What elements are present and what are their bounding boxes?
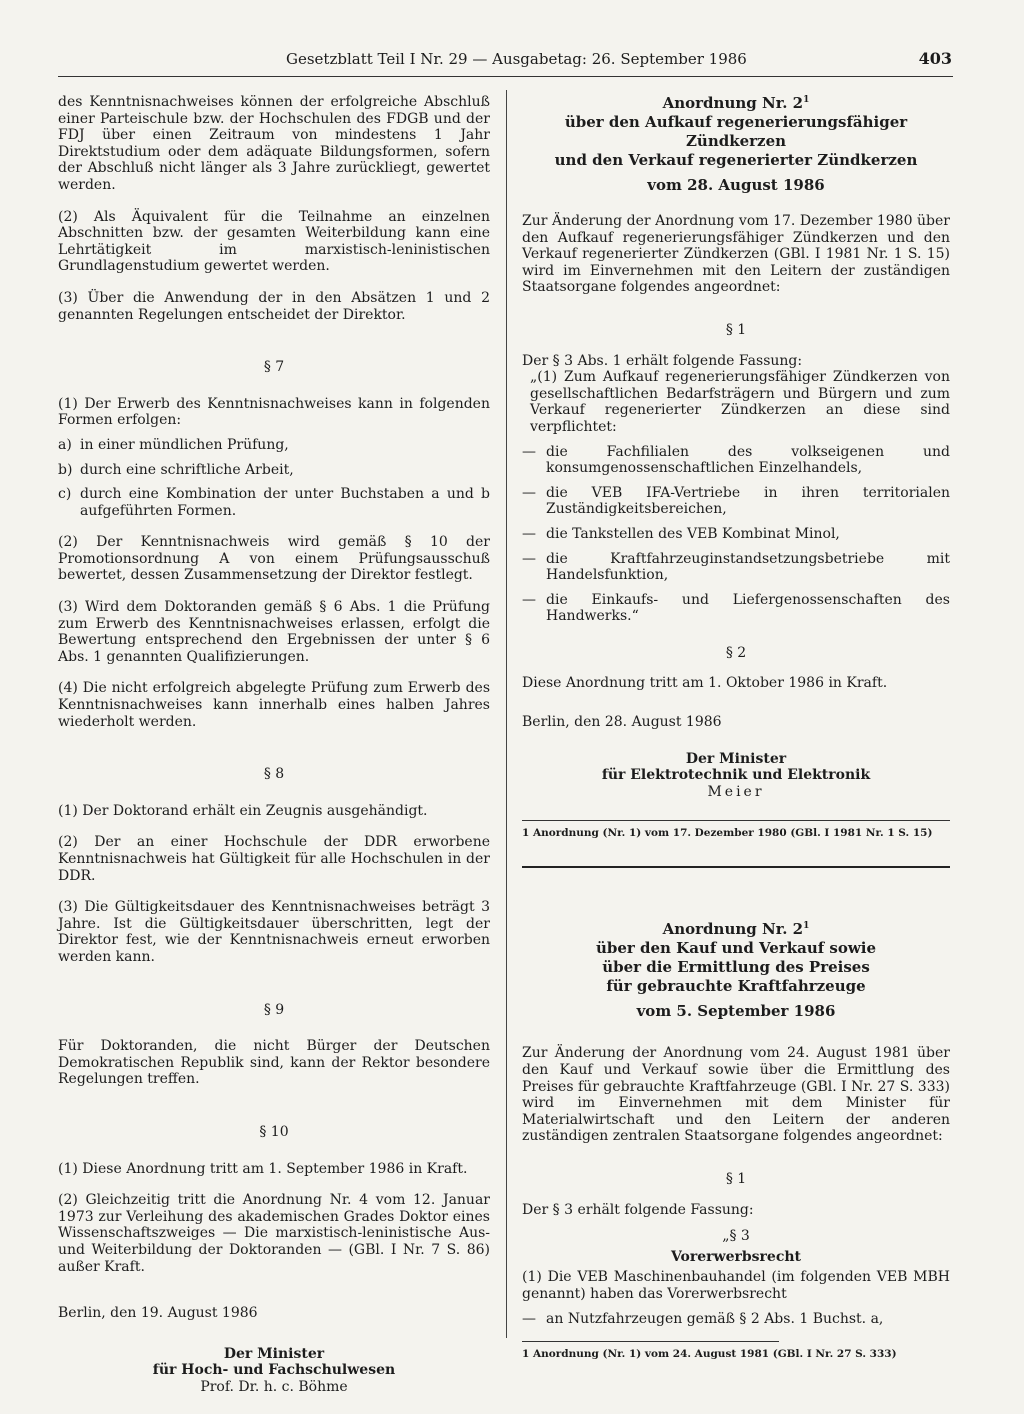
footnote-rule [522, 820, 950, 821]
dash-label: — [522, 443, 536, 460]
decree-1-section-1-heading: § 1 [725, 321, 747, 338]
list-text: durch eine Kombination der unter Buchstaben a und b aufgeführten Formen. [80, 486, 490, 519]
s8-paragraph-3: (3) Die Gültigkeitsdauer des Kenntnisnachweises beträgt 3 Jahre. Ist die Gültigkeitsdauer überschritten, legt der Direktor fest, wie der Kenntnisnachweis erneut erworben werden kann. [58, 899, 490, 965]
list-item [58, 437, 490, 454]
dash-label: — [522, 1310, 536, 1327]
list-label: a) [58, 436, 72, 453]
decree-1-s2-text: Diese Anordnung tritt am 1. Oktober 1986 in Kraft. [522, 675, 888, 692]
signature-title: Der Minister [223, 1345, 325, 1362]
left-column [58, 94, 490, 1395]
s7-paragraph-4: (4) Die nicht erfolgreich abgelegte Prüfung zum Erwerb des Kenntnisnachweises kann innerhalb eines halben Jahres wiederholt werden. [58, 680, 490, 730]
footnote-marker: 1 [803, 921, 810, 932]
page-number: 403 [918, 49, 952, 68]
s7-paragraph-3: (3) Wird dem Doktoranden gemäß § 6 Abs. 1 die Prüfung zum Erwerb des Kenntnisnachweises erlassen, erfolgt die Bewertung entsprechend den Ergebnissen der unter § 6 Abs. 1 genannten Qualifizierungen. [58, 599, 490, 665]
list-label: c) [58, 486, 72, 503]
list-item [522, 444, 950, 477]
running-header [58, 50, 958, 74]
signature-name: Meier [707, 783, 765, 800]
decree-1-title-line3: und den Verkauf regenerierter Zündkerzen [554, 151, 918, 169]
paragraph-3: (3) Über die Anwendung der in den Absätzen 1 und 2 genannten Regelungen entscheidet der Direktor. [58, 289, 490, 323]
section-8-heading: § 8 [263, 766, 285, 783]
list-item [522, 526, 950, 543]
dash-label: — [522, 484, 536, 501]
s8-paragraph-1: (1) Der Doktorand erhält ein Zeugnis ausgehändigt. [58, 802, 428, 819]
decree-1-section-2-heading: § 2 [725, 644, 747, 661]
dash-label: — [522, 525, 536, 542]
dash-text: die Fachfilialen des volkseigenen und konsumgenossenschaftlichen Einzelhandels, [546, 443, 950, 477]
list-text: durch eine schriftliche Arbeit, [80, 461, 294, 478]
footnote-rule [522, 1341, 779, 1342]
decree-1-intro: Zur Änderung der Anordnung vom 17. Dezember 1980 über den Aufkauf regenerierungsfähiger Zündkerzen und den Verkauf regenerierter Zündkerzen (GBl. I 1981 Nr. 1 S. 15) wird im Einvernehmen mit den Leitern der zuständigen Staatsorgane folgendes angeordnet: [522, 213, 950, 296]
decree-1-s1-lead: Der § 3 Abs. 1 erhält folgende Fassung: [522, 352, 803, 369]
decree-2-title [522, 920, 950, 1021]
list-item [58, 462, 490, 479]
s7-paragraph-1: (1) Der Erwerb des Kenntnisnachweises kann in folgenden Formen erfolgen: [58, 395, 490, 429]
section-9-heading: § 9 [263, 1001, 285, 1018]
decree-2-section-1-heading: § 1 [725, 1171, 747, 1187]
s9-paragraph-1: Für Doktoranden, die nicht Bürger der Deutschen Demokratischen Republik sind, kann der Rektor besondere Regelungen treffen. [58, 1038, 490, 1088]
s7-paragraph-2: (2) Der Kenntnisnachweis wird gemäß § 10 der Promotionsordnung A von einem Prüfungsausschuß bewertet, dessen Zusammensetzung der Direktor festlegt. [58, 534, 490, 584]
list-item [522, 485, 950, 518]
paragraph-2: (2) Als Äquivalent für die Teilnahme an einzelnen Abschnitten bzw. der gesamten Weiterbildung kann eine Lehrtätigkeit im marxistisch-leninistischen Grundlagenstudium gewertet werden. [58, 208, 490, 275]
right-column [522, 94, 950, 1361]
dash-text: die Einkaufs- und Liefergenossenschaften des Handwerks.“ [546, 591, 950, 625]
decree-1-title-line2: über den Aufkauf regenerierungsfähiger Zündkerzen [564, 113, 908, 150]
decree-2-footnote: 1 Anordnung (Nr. 1) vom 24. August 1981 (GBl. I Nr. 27 S. 333) [522, 1348, 897, 1361]
decree-1-place-date: Berlin, den 28. August 1986 [522, 714, 722, 731]
decree-1-title [522, 94, 950, 195]
list-text: in einer mündlichen Prüfung, [80, 436, 289, 453]
s8-paragraph-2: (2) Der an einer Hochschule der DDR erworbene Kenntnisnachweis hat Gültigkeit für alle Hochschulen in der DDR. [58, 834, 490, 884]
signature-title: Der Minister [685, 750, 787, 767]
dash-label: — [522, 550, 536, 567]
decree-separator-rule [522, 866, 950, 868]
decree-2-title-line3: über die Ermittlung des Preises [602, 958, 870, 977]
decree-2-title-line4: für gebrauchte Kraftfahrzeuge [606, 977, 866, 996]
list-item [58, 486, 490, 519]
decree-2-intro: Zur Änderung der Anordnung vom 24. August 1981 über den Kauf und Verkauf sowie über die Ermittlung des Preises für gebrauchte Kraftfahrzeuge (GBl. I Nr. 27 S. 333) wird im Einvernehmen mit dem Minister für Materialwirtschaft und den Leitern der anderen zuständigen zentralen Staatsorgane folgendes angeordnet: [522, 1045, 950, 1145]
decree-1-s1-quote: „(1) Zum Aufkauf regenerierungsfähiger Zündkerzen von gesellschaftlichen Bedarfsträgern und Bürgern und zum Verkauf regenerierter Zündkerzen an diese sind verpflichtet: [530, 369, 950, 435]
footnote-marker: 1 [803, 95, 810, 105]
intro-paragraph: des Kenntnisnachweises können der erfolgreiche Abschluß einer Parteischule bzw. der Hochschulen des FDGB und der FDJ über einen Zeitraum von mindestens 1 Jahr Direktstudium oder dem adäquate Bildungsformen, sofern der Abschluß nicht länger als 3 Jahre zurückliegt, gewertet werden. [58, 94, 490, 193]
quoted-section-title: Vorerwerbsrecht [670, 1248, 802, 1265]
section-10-heading: § 10 [259, 1123, 289, 1140]
place-date: Berlin, den 19. August 1986 [58, 1305, 258, 1322]
decree-1-title-line1: Anordnung Nr. 2 [662, 94, 804, 112]
decree-2-s1-lead: Der § 3 erhält folgende Fassung: [522, 1201, 754, 1218]
signature-name: Prof. Dr. h. c. Böhme [200, 1378, 348, 1395]
dash-text: die VEB IFA-Vertriebe in ihren territorialen Zuständigkeitsbereichen, [546, 484, 950, 518]
list-label: b) [58, 461, 73, 478]
decree-2-quote-paragraph-1: (1) Die VEB Maschinenbauhandel (im folgenden VEB MBH genannt) haben das Vorerwerbsrecht [522, 1269, 950, 1302]
section-7-heading: § 7 [263, 359, 285, 376]
dash-text: an Nutzfahrzeugen gemäß § 2 Abs. 1 Buchst. a, [546, 1310, 884, 1327]
dash-text: die Kraftfahrzeuginstandsetzungsbetriebe mit Handelsfunktion, [546, 550, 950, 584]
list-item [522, 1311, 950, 1328]
signature-block [58, 1346, 490, 1396]
running-head: Gesetzblatt Teil I Nr. 29 — Ausgabetag: 26. September 1986 [286, 50, 747, 68]
dash-label: — [522, 591, 536, 608]
decree-1-signature-block [522, 751, 950, 801]
signature-ministry: für Hoch- und Fachschulwesen [152, 1362, 396, 1379]
s10-paragraph-1: (1) Diese Anordnung tritt am 1. September 1986 in Kraft. [58, 1160, 468, 1177]
decree-2-date: vom 5. September 1986 [636, 1002, 836, 1021]
decree-2-title-line2: über den Kauf und Verkauf sowie [595, 939, 877, 958]
list-item [522, 551, 950, 584]
decree-1-date: vom 28. August 1986 [647, 176, 825, 194]
quoted-section-heading: „§ 3 [722, 1228, 750, 1245]
dash-text: die Tankstellen des VEB Kombinat Minol, [546, 525, 840, 542]
s10-paragraph-2: (2) Gleichzeitig tritt die Anordnung Nr. 4 vom 12. Januar 1973 zur Verleihung des akademischen Grades Doktor eines Wissenschaftszweiges — Die marxistisch-leninistische Aus- und Weiterbildung der Doktoranden — (GBl. I Nr. 7 S. 86) außer Kraft. [58, 1192, 490, 1275]
column-divider [506, 90, 507, 1338]
decree-1-footnote: 1 Anordnung (Nr. 1) vom 17. Dezember 1980 (GBl. I 1981 Nr. 1 S. 15) [522, 827, 933, 840]
signature-ministry: für Elektrotechnik und Elektronik [601, 767, 871, 784]
list-item [522, 592, 950, 625]
header-rule [58, 76, 953, 77]
decree-2-title-line1: Anordnung Nr. 2 [662, 920, 804, 939]
